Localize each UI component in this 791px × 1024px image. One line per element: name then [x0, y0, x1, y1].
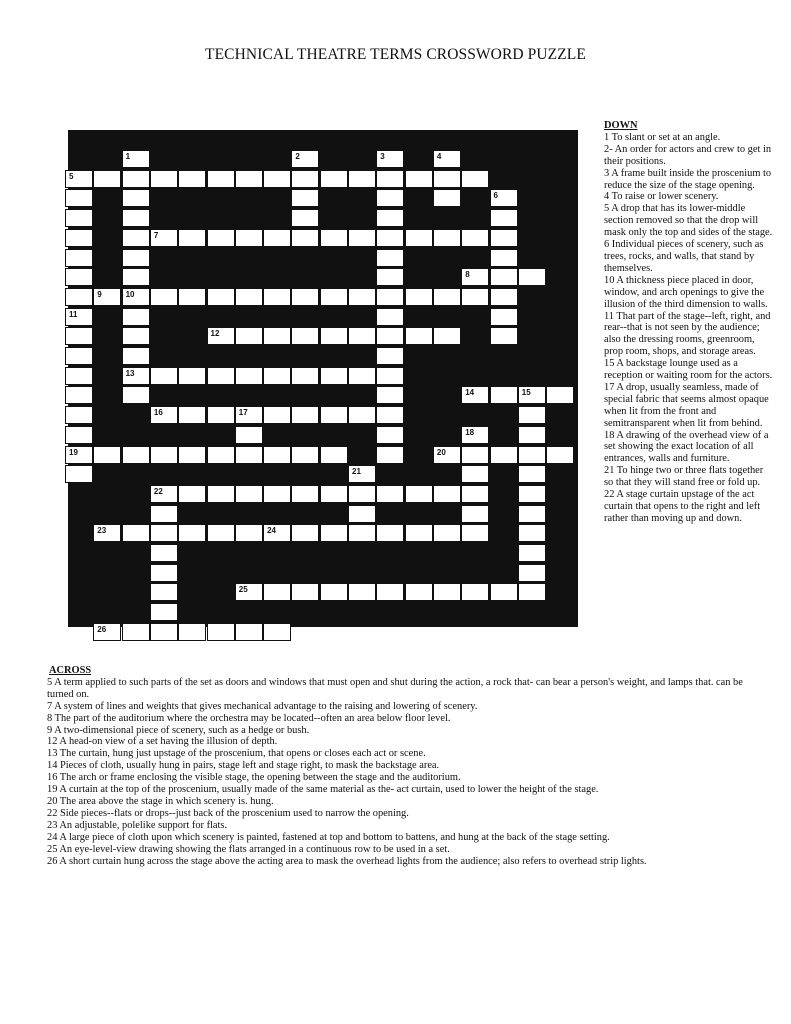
grid-cell[interactable] — [178, 406, 206, 424]
clue-number: 7 — [153, 230, 159, 240]
grid-cell[interactable] — [376, 367, 404, 385]
down-heading: DOWN — [604, 120, 638, 131]
grid-cell[interactable] — [376, 268, 404, 286]
grid-cell[interactable] — [376, 229, 404, 247]
grid-cell[interactable] — [291, 446, 319, 464]
grid-cell[interactable] — [376, 189, 404, 207]
grid-cell[interactable] — [207, 367, 235, 385]
grid-cell[interactable] — [235, 426, 263, 444]
down-clue: 5 A drop that has its lower-middle section removed so that the drop will mask only the top and sides of the stage. — [604, 203, 773, 239]
grid-cell[interactable] — [376, 485, 404, 503]
grid-cell[interactable] — [490, 308, 518, 326]
grid-cell[interactable] — [376, 249, 404, 267]
grid-cell[interactable] — [320, 446, 348, 464]
grid-cell[interactable] — [518, 426, 546, 444]
grid-cell[interactable] — [490, 288, 518, 306]
grid-cell[interactable] — [122, 623, 150, 641]
grid-cell[interactable] — [376, 583, 404, 601]
clue-number: 14 — [465, 388, 475, 398]
clue-number: 9 — [97, 289, 102, 299]
grid-cell[interactable] — [320, 288, 348, 306]
grid-cell[interactable] — [461, 170, 489, 188]
down-clue: 22 A stage curtain upstage of the act curtain that opens to the right and left rather than moving up and down. — [604, 489, 761, 524]
page-title: TECHNICAL THEATRE TERMS CROSSWORD PUZZLE — [205, 46, 586, 63]
clue-number: 21 — [352, 467, 361, 477]
clue-number: 10 — [125, 289, 135, 299]
grid-cell[interactable] — [376, 288, 404, 306]
grid-cell[interactable] — [263, 327, 291, 345]
grid-cell[interactable] — [490, 386, 518, 404]
grid-cell[interactable] — [376, 406, 404, 424]
grid-cell[interactable] — [150, 446, 178, 464]
clue-number: 12 — [210, 329, 220, 339]
clue-number: 18 — [465, 427, 475, 437]
grid-cell[interactable] — [461, 446, 489, 464]
grid-cell[interactable] — [461, 229, 489, 247]
grid-cell[interactable] — [65, 327, 93, 345]
grid-cell[interactable] — [348, 327, 376, 345]
grid-cell[interactable] — [207, 406, 235, 424]
down-clue: 1 To slant or set at an angle. — [604, 131, 721, 143]
grid-cell[interactable] — [376, 308, 404, 326]
across-clue: 26 A short curtain hung across the stage above the acting area to mask the overhead lights from the audience; also refers to overhead strip lights. — [47, 855, 647, 867]
grid-cell[interactable] — [263, 406, 291, 424]
grid-cell[interactable] — [376, 209, 404, 227]
clue-number: 17 — [238, 408, 248, 418]
across-clue: 19 A curtain at the top of the proscenium, usually made of the same material as the- act curtain, used to lower the height of the stage. — [47, 784, 599, 796]
grid-cell[interactable] — [405, 583, 433, 601]
across-clue: 20 The area above the stage in which scenery is. hung. — [47, 795, 274, 807]
grid-cell[interactable] — [490, 229, 518, 247]
clue-number: 16 — [153, 408, 163, 418]
down-clue: 18 A drawing of the overhead view of a set showing the exact location of all entrances, walls and furniture. — [604, 429, 769, 465]
grid-cell[interactable] — [376, 327, 404, 345]
across-clue: 7 A system of lines and weights that gives mechanical advantage to the raising and lowering of scenery. — [47, 700, 478, 712]
grid-cell[interactable] — [235, 623, 263, 641]
across-clue: 5 A term applied to such parts of the set as doors and windows that must open and shut during the action, a rock that- can bear a person's weight, and lamps that. can be turned on. — [47, 676, 743, 700]
grid-cell[interactable] — [65, 229, 93, 247]
grid-cell[interactable] — [235, 485, 263, 503]
grid-cell[interactable] — [461, 505, 489, 523]
grid-cell[interactable] — [65, 386, 93, 404]
crossword-grid — [68, 130, 578, 634]
grid-cell[interactable] — [65, 406, 93, 424]
grid-cell[interactable] — [320, 229, 348, 247]
grid-cell[interactable] — [461, 465, 489, 483]
grid-cell[interactable] — [348, 229, 376, 247]
down-clue: 21 To hinge two or three flats together so that they will stand free or fold up. — [604, 465, 764, 489]
down-clue: 3 A frame built inside the proscenium to reduce the size of the stage opening. — [604, 167, 772, 191]
grid-cell[interactable] — [178, 170, 206, 188]
grid-cell[interactable] — [150, 583, 178, 601]
grid-cell[interactable] — [291, 170, 319, 188]
grid-cell[interactable] — [291, 524, 319, 542]
clue-number: 1 — [125, 152, 131, 161]
grid-cell[interactable] — [65, 268, 93, 286]
grid-cell[interactable] — [518, 268, 546, 286]
clue-number: 8 — [465, 270, 470, 280]
grid-cell[interactable] — [405, 288, 433, 306]
down-clue: 10 A thickness piece placed in door, window, and arch openings to give the illusion of the third dimension to walls. — [604, 274, 768, 310]
grid-cell[interactable] — [122, 308, 150, 326]
across-clue: 9 A two-dimensional piece of scenery, such as a hedge or bush. — [47, 724, 310, 736]
grid-cell[interactable] — [433, 189, 461, 207]
clue-number: 6 — [493, 191, 498, 201]
grid-cell[interactable] — [207, 446, 235, 464]
grid-cell[interactable] — [150, 603, 178, 621]
grid-cell[interactable] — [461, 288, 489, 306]
clue-number: 25 — [238, 585, 248, 595]
grid-cell[interactable] — [178, 229, 206, 247]
grid-cell[interactable] — [207, 485, 235, 503]
grid-cell[interactable] — [291, 229, 319, 247]
grid-cell[interactable] — [405, 170, 433, 188]
grid-cell[interactable] — [320, 327, 348, 345]
grid-cell[interactable] — [263, 170, 291, 188]
grid-cell[interactable] — [376, 347, 404, 365]
grid-cell[interactable] — [93, 446, 121, 464]
grid-cell[interactable] — [122, 268, 150, 286]
grid-cell[interactable] — [518, 564, 546, 582]
clue-number: 19 — [69, 447, 78, 457]
grid-cell[interactable] — [263, 485, 291, 503]
grid-cell[interactable] — [320, 406, 348, 424]
down-clue: 4 To raise or lower scenery. — [604, 191, 719, 203]
grid-cell[interactable] — [320, 170, 348, 188]
down-clue: 2- An order for actors and crew to get in their positions. — [604, 143, 772, 167]
grid-cell[interactable] — [490, 583, 518, 601]
grid-cell[interactable] — [65, 465, 93, 483]
grid-cell[interactable] — [122, 347, 150, 365]
down-clue: 6 Individual pieces of scenery, such as trees, rocks, and walls, that stand by themselves. — [604, 239, 764, 274]
grid-cell[interactable] — [235, 367, 263, 385]
clue-number: 15 — [521, 388, 531, 398]
grid-cell[interactable] — [518, 505, 546, 523]
clue-number: 11 — [69, 309, 78, 319]
grid-cell[interactable] — [235, 327, 263, 345]
grid-cell[interactable] — [150, 505, 178, 523]
grid-cell[interactable] — [291, 288, 319, 306]
grid-cell[interactable] — [122, 189, 150, 207]
grid-cell[interactable] — [235, 170, 263, 188]
grid-cell[interactable] — [518, 583, 546, 601]
clue-number: 4 — [436, 152, 442, 161]
clue-number: 24 — [267, 526, 276, 536]
grid-cell[interactable] — [178, 623, 206, 641]
grid-cell[interactable] — [122, 229, 150, 247]
across-clue: 12 A head-on view of a set having the illusion of depth. — [47, 736, 278, 748]
grid-cell[interactable] — [348, 505, 376, 523]
grid-cell[interactable] — [235, 524, 263, 542]
grid-cell[interactable] — [291, 189, 319, 207]
grid-cell[interactable] — [263, 367, 291, 385]
across-clues — [47, 665, 757, 867]
grid-cell[interactable] — [518, 406, 546, 424]
grid-cell[interactable] — [122, 446, 150, 464]
grid-cell[interactable] — [65, 249, 93, 267]
grid-cell[interactable] — [376, 386, 404, 404]
grid-cell[interactable] — [291, 209, 319, 227]
grid-cell[interactable] — [461, 583, 489, 601]
grid-cell[interactable] — [490, 209, 518, 227]
grid-cell[interactable] — [235, 229, 263, 247]
grid-cell[interactable] — [405, 524, 433, 542]
grid-cell[interactable] — [376, 446, 404, 464]
grid-cell[interactable] — [122, 327, 150, 345]
grid-cell[interactable] — [207, 170, 235, 188]
grid-cell[interactable] — [348, 524, 376, 542]
grid-cell[interactable] — [150, 544, 178, 562]
clue-number: 2 — [295, 152, 300, 161]
grid-cell[interactable] — [150, 288, 178, 306]
down-clue: 15 A backstage lounge used as a reception or waiting room for the actors. — [604, 358, 773, 382]
grid-cell[interactable] — [291, 406, 319, 424]
grid-cell[interactable] — [518, 544, 546, 562]
clue-number: 20 — [436, 447, 446, 457]
grid-cell[interactable] — [263, 229, 291, 247]
grid-cell[interactable] — [263, 446, 291, 464]
grid-cell[interactable] — [405, 229, 433, 247]
grid-cell[interactable] — [122, 386, 150, 404]
grid-cell[interactable] — [65, 347, 93, 365]
grid-cell[interactable] — [376, 170, 404, 188]
grid-cell[interactable] — [65, 288, 93, 306]
grid-cell[interactable] — [320, 524, 348, 542]
grid-cell[interactable] — [65, 189, 93, 207]
grid-cell[interactable] — [348, 583, 376, 601]
across-clue: 8 The part of the auditorium where the orchestra may be located--often an area below floor level. — [47, 712, 451, 724]
clue-number: 22 — [153, 486, 163, 496]
grid-cell[interactable] — [433, 288, 461, 306]
grid-cell[interactable] — [546, 446, 574, 464]
grid-cell[interactable] — [518, 465, 546, 483]
grid-cell[interactable] — [150, 564, 178, 582]
grid-cell[interactable] — [546, 386, 574, 404]
grid-cell[interactable] — [291, 583, 319, 601]
grid-cell[interactable] — [405, 485, 433, 503]
grid-cell[interactable] — [150, 623, 178, 641]
grid-cell[interactable] — [122, 249, 150, 267]
grid-cell[interactable] — [263, 288, 291, 306]
down-clue: 11 That part of the stage--left, right, and rear--that is not seen by the audience; also the dressing rooms, greenroom, prop room, shops, and storage areas. — [604, 310, 771, 358]
grid-cell[interactable] — [178, 446, 206, 464]
grid-cell[interactable] — [518, 446, 546, 464]
clue-number: 5 — [69, 171, 74, 181]
grid-cell[interactable] — [433, 524, 461, 542]
grid-cell[interactable] — [490, 268, 518, 286]
grid-cell[interactable] — [348, 367, 376, 385]
across-heading: ACROSS — [49, 665, 92, 676]
grid-cell[interactable] — [263, 583, 291, 601]
down-clue-list — [604, 132, 774, 525]
grid-cell[interactable] — [207, 524, 235, 542]
grid-cell[interactable] — [348, 288, 376, 306]
grid-cell[interactable] — [320, 583, 348, 601]
grid-cell[interactable] — [65, 367, 93, 385]
clue-number: 13 — [125, 368, 135, 378]
clue-number: 26 — [97, 624, 107, 634]
grid-cell[interactable] — [348, 485, 376, 503]
grid-cell[interactable] — [433, 327, 461, 345]
grid-cell[interactable] — [433, 485, 461, 503]
down-clue: 17 A drop, usually seamless, made of special fabric that seems almost opaque when lit from the front and semitransparent when lit from behind. — [604, 381, 769, 429]
grid-cell[interactable] — [291, 485, 319, 503]
grid-cell[interactable] — [490, 446, 518, 464]
clue-number: 3 — [380, 152, 385, 161]
grid-cell[interactable] — [376, 426, 404, 444]
grid-cell[interactable] — [490, 327, 518, 345]
grid-cell[interactable] — [207, 288, 235, 306]
grid-cell[interactable] — [207, 623, 235, 641]
grid-cell[interactable] — [235, 446, 263, 464]
grid-cell[interactable] — [433, 583, 461, 601]
across-clue: 14 Pieces of cloth, usually hung in pairs, stage left and stage right, to mask the backstage area. — [47, 760, 440, 772]
grid-cell[interactable] — [518, 485, 546, 503]
grid-cell[interactable] — [490, 249, 518, 267]
grid-cell[interactable] — [150, 170, 178, 188]
grid-cell[interactable] — [405, 327, 433, 345]
grid-cell[interactable] — [461, 524, 489, 542]
across-clue: 23 An adjustable, polelike support for flats. — [47, 819, 228, 831]
grid-cell[interactable] — [433, 229, 461, 247]
grid-cell[interactable] — [178, 367, 206, 385]
across-clue: 22 Side pieces--flats or drops--just back of the proscenium used to narrow the opening. — [47, 807, 409, 819]
grid-cell[interactable] — [150, 524, 178, 542]
grid-cell[interactable] — [348, 406, 376, 424]
grid-cell[interactable] — [93, 170, 121, 188]
across-clue: 16 The arch or frame enclosing the visible stage, the opening between the stage and the auditorium. — [47, 772, 461, 784]
grid-cell[interactable] — [433, 170, 461, 188]
grid-cell[interactable] — [122, 524, 150, 542]
grid-cell[interactable] — [207, 229, 235, 247]
grid-cell[interactable] — [178, 485, 206, 503]
across-clue: 13 The curtain, hung just upstage of the proscenium, that opens or closes each act or scene. — [47, 748, 426, 760]
across-clue-list — [47, 677, 757, 868]
grid-cell[interactable] — [122, 170, 150, 188]
across-clue: 24 A large piece of cloth upon which scenery is painted, fastened at top and bottom to battens, and hung at the back of the stage setting. — [47, 831, 610, 843]
clue-number: 23 — [97, 526, 107, 536]
grid-cell[interactable] — [235, 288, 263, 306]
grid-cell[interactable] — [122, 209, 150, 227]
grid-cell[interactable] — [178, 288, 206, 306]
grid-cell[interactable] — [320, 367, 348, 385]
grid-cell[interactable] — [291, 367, 319, 385]
grid-cell[interactable] — [348, 170, 376, 188]
grid-cell[interactable] — [320, 485, 348, 503]
grid-cell[interactable] — [291, 327, 319, 345]
grid-cell[interactable] — [518, 524, 546, 542]
grid-cell[interactable] — [150, 367, 178, 385]
across-clue: 25 An eye-level-view drawing showing the flats arranged in a continuous row to be used in a set. — [47, 843, 450, 855]
grid-cell[interactable] — [376, 524, 404, 542]
grid-cell[interactable] — [65, 426, 93, 444]
grid-cell[interactable] — [65, 209, 93, 227]
grid-cell[interactable] — [461, 485, 489, 503]
grid-cell[interactable] — [178, 524, 206, 542]
grid-cell[interactable] — [263, 623, 291, 641]
down-clues — [604, 120, 774, 525]
